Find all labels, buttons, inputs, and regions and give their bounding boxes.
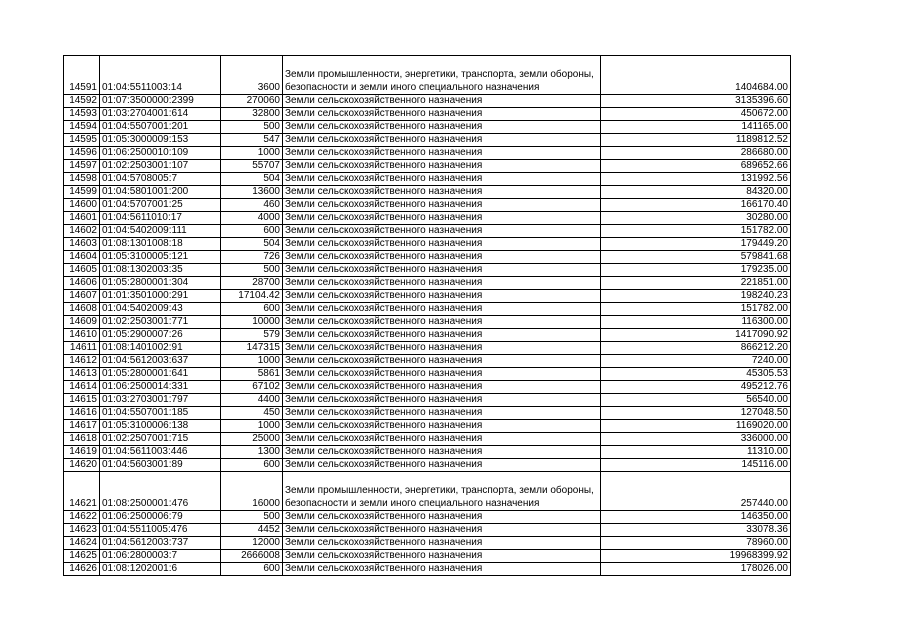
- table-row: [64, 277, 791, 290]
- area-cell: 1000: [221, 147, 283, 160]
- row-number-cell: 14624: [64, 537, 100, 550]
- area-cell: 16000: [221, 472, 283, 511]
- land-category-cell: Земли сельскохозяйственного назначения: [283, 368, 601, 381]
- area-cell: 10000: [221, 316, 283, 329]
- cadastral-number-cell: 01:04:5402009:111: [100, 225, 221, 238]
- land-category-cell: Земли сельскохозяйственного назначения: [283, 511, 601, 524]
- cadastral-value-cell: 19968399.92: [601, 550, 791, 563]
- table-row: [64, 420, 791, 433]
- cadastral-number-cell: 01:06:2800003:7: [100, 550, 221, 563]
- area-cell: 547: [221, 134, 283, 147]
- land-category-cell: Земли сельскохозяйственного назначения: [283, 394, 601, 407]
- row-number-cell: 14602: [64, 225, 100, 238]
- cadastral-value-cell: 141165.00: [601, 121, 791, 134]
- row-number-cell: 14620: [64, 459, 100, 472]
- cadastral-value-cell: 56540.00: [601, 394, 791, 407]
- area-cell: 504: [221, 173, 283, 186]
- cadastral-number-cell: 01:05:2800001:641: [100, 368, 221, 381]
- area-cell: 600: [221, 303, 283, 316]
- row-number-cell: 14603: [64, 238, 100, 251]
- cadastral-value-cell: 198240.23: [601, 290, 791, 303]
- row-number-cell: 14605: [64, 264, 100, 277]
- cadastral-value-cell: 145116.00: [601, 459, 791, 472]
- land-category-cell: Земли сельскохозяйственного назначения: [283, 251, 601, 264]
- row-number-cell: 14597: [64, 160, 100, 173]
- cadastral-number-cell: 01:05:3000009:153: [100, 134, 221, 147]
- table-row: [64, 459, 791, 472]
- cadastral-value-cell: 151782.00: [601, 303, 791, 316]
- cadastral-value-cell: 166170.40: [601, 199, 791, 212]
- cadastral-value-cell: 579841.68: [601, 251, 791, 264]
- table-row: [64, 381, 791, 394]
- table-row: [64, 251, 791, 264]
- table-row: [64, 238, 791, 251]
- land-category-cell: Земли сельскохозяйственного назначения: [283, 316, 601, 329]
- row-number-cell: 14626: [64, 563, 100, 576]
- area-cell: 55707: [221, 160, 283, 173]
- area-cell: 4400: [221, 394, 283, 407]
- land-category-cell: Земли сельскохозяйственного назначения: [283, 212, 601, 225]
- row-number-cell: 14612: [64, 355, 100, 368]
- row-number-cell: 14608: [64, 303, 100, 316]
- row-number-cell: 14599: [64, 186, 100, 199]
- row-number-cell: 14618: [64, 433, 100, 446]
- cadastral-number-cell: 01:03:2703001:797: [100, 394, 221, 407]
- row-number-cell: 14614: [64, 381, 100, 394]
- cadastral-value-cell: 221851.00: [601, 277, 791, 290]
- cadastral-value-cell: 1169020.00: [601, 420, 791, 433]
- land-category-cell: Земли сельскохозяйственного назначения: [283, 173, 601, 186]
- table-row: [64, 173, 791, 186]
- area-cell: 13600: [221, 186, 283, 199]
- cadastral-number-cell: 01:04:5603001:89: [100, 459, 221, 472]
- row-number-cell: 14600: [64, 199, 100, 212]
- table-row: [64, 511, 791, 524]
- cadastral-value-cell: 78960.00: [601, 537, 791, 550]
- land-category-cell: Земли сельскохозяйственного назначения: [283, 134, 601, 147]
- cadastral-value-cell: 179449.20: [601, 238, 791, 251]
- land-category-cell: Земли сельскохозяйственного назначения: [283, 524, 601, 537]
- area-cell: 460: [221, 199, 283, 212]
- cadastral-number-cell: 01:05:3100006:138: [100, 420, 221, 433]
- cadastral-value-cell: 84320.00: [601, 186, 791, 199]
- row-number-cell: 14601: [64, 212, 100, 225]
- cadastral-value-cell: 131992.56: [601, 173, 791, 186]
- row-number-cell: 14606: [64, 277, 100, 290]
- cadastral-value-cell: 127048.50: [601, 407, 791, 420]
- table-row: [64, 524, 791, 537]
- row-number-cell: 14617: [64, 420, 100, 433]
- cadastral-number-cell: 01:04:5611003:446: [100, 446, 221, 459]
- cadastral-value-cell: 1417090.92: [601, 329, 791, 342]
- cadastral-number-cell: 01:04:5612003:737: [100, 537, 221, 550]
- cadastral-value-cell: 286680.00: [601, 147, 791, 160]
- land-category-cell: Земли сельскохозяйственного назначения: [283, 121, 601, 134]
- row-number-cell: 14591: [64, 56, 100, 95]
- area-cell: 1300: [221, 446, 283, 459]
- table-row: [64, 95, 791, 108]
- area-cell: 600: [221, 563, 283, 576]
- land-category-cell: Земли сельскохозяйственного назначения: [283, 446, 601, 459]
- row-number-cell: 14619: [64, 446, 100, 459]
- cadastral-value-cell: 30280.00: [601, 212, 791, 225]
- land-category-cell: Земли сельскохозяйственного назначения: [283, 407, 601, 420]
- cadastral-number-cell: 01:08:1302003:35: [100, 264, 221, 277]
- table-row: [64, 446, 791, 459]
- cadastral-value-cell: 116300.00: [601, 316, 791, 329]
- cadastral-value-cell: 450672.00: [601, 108, 791, 121]
- land-category-cell: Земли сельскохозяйственного назначения: [283, 290, 601, 303]
- table-row: [64, 186, 791, 199]
- cadastral-number-cell: 01:04:5801001:200: [100, 186, 221, 199]
- table-row: [64, 303, 791, 316]
- cadastral-number-cell: 01:02:2503001:107: [100, 160, 221, 173]
- area-cell: 270060: [221, 95, 283, 108]
- area-cell: 28700: [221, 277, 283, 290]
- cadastral-value-cell: 3135396.60: [601, 95, 791, 108]
- area-cell: 600: [221, 225, 283, 238]
- cadastral-number-cell: 01:08:1202001:6: [100, 563, 221, 576]
- row-number-cell: 14598: [64, 173, 100, 186]
- area-cell: 32800: [221, 108, 283, 121]
- land-category-cell: Земли сельскохозяйственного назначения: [283, 433, 601, 446]
- cadastral-number-cell: 01:04:5511003:14: [100, 56, 221, 95]
- row-number-cell: 14616: [64, 407, 100, 420]
- cadastral-value-cell: 11310.00: [601, 446, 791, 459]
- area-cell: 3600: [221, 56, 283, 95]
- area-cell: 67102: [221, 381, 283, 394]
- cadastral-number-cell: 01:06:2500006:79: [100, 511, 221, 524]
- land-category-cell: Земли сельскохозяйственного назначения: [283, 186, 601, 199]
- land-category-cell: Земли сельскохозяйственного назначения: [283, 264, 601, 277]
- row-number-cell: 14609: [64, 316, 100, 329]
- area-cell: 600: [221, 459, 283, 472]
- land-category-cell: Земли сельскохозяйственного назначения: [283, 238, 601, 251]
- cadastral-value-cell: 146350.00: [601, 511, 791, 524]
- cadastral-value-cell: 257440.00: [601, 472, 791, 511]
- cadastral-value-cell: 336000.00: [601, 433, 791, 446]
- land-category-cell: Земли сельскохозяйственного назначения: [283, 459, 601, 472]
- cadastral-value-cell: 7240.00: [601, 355, 791, 368]
- table-row: [64, 472, 791, 511]
- cadastral-value-cell: 178026.00: [601, 563, 791, 576]
- table-row: [64, 368, 791, 381]
- cadastral-number-cell: 01:05:2800001:304: [100, 277, 221, 290]
- table-body: [64, 56, 791, 576]
- row-number-cell: 14604: [64, 251, 100, 264]
- table-row: [64, 342, 791, 355]
- table-row: [64, 199, 791, 212]
- cadastral-number-cell: 01:04:5507001:185: [100, 407, 221, 420]
- area-cell: 4452: [221, 524, 283, 537]
- row-number-cell: 14594: [64, 121, 100, 134]
- land-plots-table: [63, 55, 791, 576]
- cadastral-value-cell: 45305.53: [601, 368, 791, 381]
- land-category-cell: Земли сельскохозяйственного назначения: [283, 147, 601, 160]
- cadastral-number-cell: 01:06:2500014:331: [100, 381, 221, 394]
- land-category-cell: Земли сельскохозяйственного назначения: [283, 563, 601, 576]
- area-cell: 5861: [221, 368, 283, 381]
- table-row: [64, 433, 791, 446]
- row-number-cell: 14596: [64, 147, 100, 160]
- row-number-cell: 14625: [64, 550, 100, 563]
- area-cell: 12000: [221, 537, 283, 550]
- row-number-cell: 14595: [64, 134, 100, 147]
- row-number-cell: 14615: [64, 394, 100, 407]
- row-number-cell: 14593: [64, 108, 100, 121]
- table-row: [64, 563, 791, 576]
- cadastral-number-cell: 01:03:2704001:614: [100, 108, 221, 121]
- row-number-cell: 14611: [64, 342, 100, 355]
- area-cell: 147315: [221, 342, 283, 355]
- land-category-cell: Земли сельскохозяйственного назначения: [283, 303, 601, 316]
- land-category-cell: Земли сельскохозяйственного назначения: [283, 199, 601, 212]
- cadastral-value-cell: 866212.20: [601, 342, 791, 355]
- cadastral-number-cell: 01:04:5708005:7: [100, 173, 221, 186]
- table-row: [64, 316, 791, 329]
- cadastral-number-cell: 01:02:2507001:715: [100, 433, 221, 446]
- land-category-cell: Земли сельскохозяйственного назначения: [283, 420, 601, 433]
- row-number-cell: 14622: [64, 511, 100, 524]
- table-row: [64, 108, 791, 121]
- row-number-cell: 14613: [64, 368, 100, 381]
- cadastral-number-cell: 01:04:5511005:476: [100, 524, 221, 537]
- row-number-cell: 14607: [64, 290, 100, 303]
- land-category-cell: Земли сельскохозяйственного назначения: [283, 225, 601, 238]
- land-category-cell: Земли промышленности, энергетики, транспорта, земли обороны, безопасности и земли иного специального назначения: [283, 472, 601, 511]
- area-cell: 450: [221, 407, 283, 420]
- cadastral-value-cell: 1189812.52: [601, 134, 791, 147]
- land-category-cell: Земли сельскохозяйственного назначения: [283, 160, 601, 173]
- table-row: [64, 160, 791, 173]
- land-category-cell: Земли сельскохозяйственного назначения: [283, 355, 601, 368]
- land-category-cell: Земли сельскохозяйственного назначения: [283, 381, 601, 394]
- area-cell: 500: [221, 511, 283, 524]
- cadastral-value-cell: 689652.66: [601, 160, 791, 173]
- table-row: [64, 264, 791, 277]
- cadastral-value-cell: 151782.00: [601, 225, 791, 238]
- area-cell: 1000: [221, 420, 283, 433]
- land-category-cell: Земли промышленности, энергетики, транспорта, земли обороны, безопасности и земли иного специального назначения: [283, 56, 601, 95]
- table-row: [64, 537, 791, 550]
- table-row: [64, 121, 791, 134]
- cadastral-number-cell: 01:02:2503001:771: [100, 316, 221, 329]
- area-cell: 504: [221, 238, 283, 251]
- table-row: [64, 56, 791, 95]
- cadastral-number-cell: 01:04:5612003:637: [100, 355, 221, 368]
- land-category-cell: Земли сельскохозяйственного назначения: [283, 550, 601, 563]
- cadastral-number-cell: 01:04:5402009:43: [100, 303, 221, 316]
- table-row: [64, 550, 791, 563]
- table-row: [64, 212, 791, 225]
- cadastral-number-cell: 01:07:3500000:2399: [100, 95, 221, 108]
- cadastral-value-cell: 495212.76: [601, 381, 791, 394]
- land-category-cell: Земли сельскохозяйственного назначения: [283, 537, 601, 550]
- cadastral-number-cell: 01:08:2500001:476: [100, 472, 221, 511]
- table-row: [64, 290, 791, 303]
- table-row: [64, 134, 791, 147]
- cadastral-number-cell: 01:04:5611010:17: [100, 212, 221, 225]
- area-cell: 17104.42: [221, 290, 283, 303]
- cadastral-number-cell: 01:05:2900007:26: [100, 329, 221, 342]
- area-cell: 726: [221, 251, 283, 264]
- cadastral-number-cell: 01:01:3501000:291: [100, 290, 221, 303]
- table-row: [64, 355, 791, 368]
- cadastral-number-cell: 01:04:5507001:201: [100, 121, 221, 134]
- area-cell: 2666008: [221, 550, 283, 563]
- row-number-cell: 14610: [64, 329, 100, 342]
- area-cell: 500: [221, 264, 283, 277]
- table-row: [64, 147, 791, 160]
- land-category-cell: Земли сельскохозяйственного назначения: [283, 95, 601, 108]
- row-number-cell: 14621: [64, 472, 100, 511]
- area-cell: 25000: [221, 433, 283, 446]
- cadastral-value-cell: 33078.36: [601, 524, 791, 537]
- cadastral-number-cell: 01:08:1401002:91: [100, 342, 221, 355]
- row-number-cell: 14592: [64, 95, 100, 108]
- cadastral-number-cell: 01:04:5707001:25: [100, 199, 221, 212]
- area-cell: 4000: [221, 212, 283, 225]
- table-row: [64, 329, 791, 342]
- land-category-cell: Земли сельскохозяйственного назначения: [283, 329, 601, 342]
- cadastral-value-cell: 179235.00: [601, 264, 791, 277]
- land-category-cell: Земли сельскохозяйственного назначения: [283, 277, 601, 290]
- cadastral-number-cell: 01:06:2500010:109: [100, 147, 221, 160]
- table-row: [64, 407, 791, 420]
- row-number-cell: 14623: [64, 524, 100, 537]
- area-cell: 500: [221, 121, 283, 134]
- land-category-cell: Земли сельскохозяйственного назначения: [283, 108, 601, 121]
- cadastral-value-cell: 1404684.00: [601, 56, 791, 95]
- cadastral-number-cell: 01:05:3100005:121: [100, 251, 221, 264]
- area-cell: 579: [221, 329, 283, 342]
- cadastral-number-cell: 01:08:1301008:18: [100, 238, 221, 251]
- table-row: [64, 394, 791, 407]
- table-row: [64, 225, 791, 238]
- area-cell: 1000: [221, 355, 283, 368]
- land-category-cell: Земли сельскохозяйственного назначения: [283, 342, 601, 355]
